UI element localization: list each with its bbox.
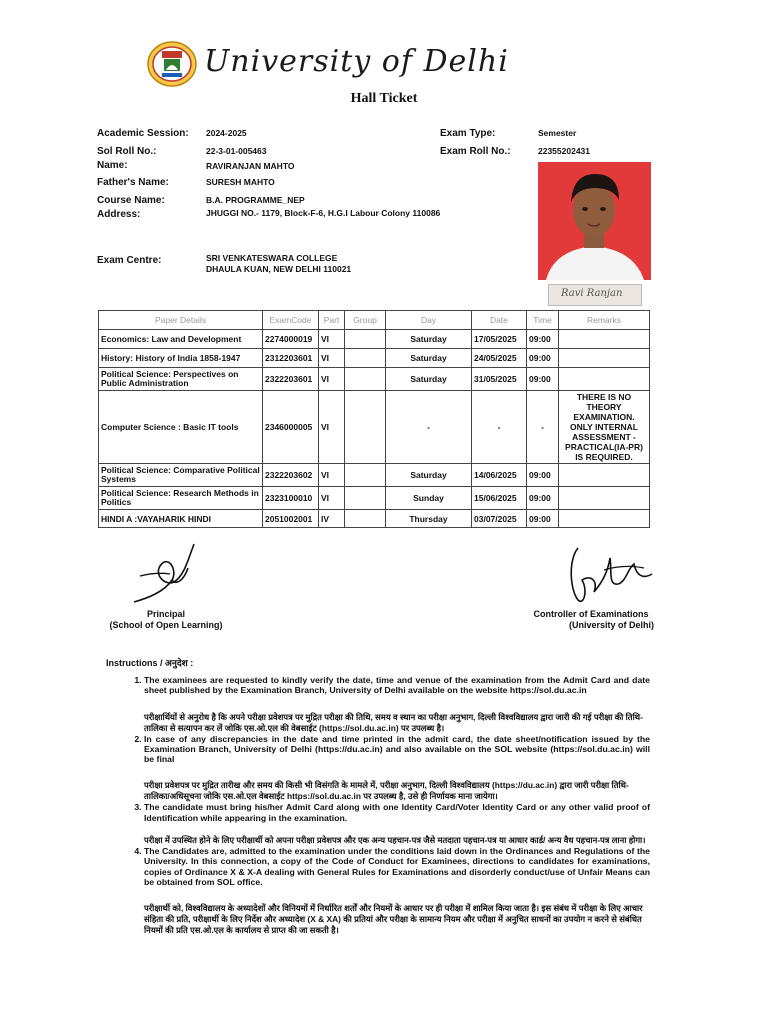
instructions-list bbox=[116, 675, 650, 936]
cell-remarks: THERE IS NO THEORY EXAMINATION. ONLY INTERNAL ASSESSMENT - PRACTICAL(IA-PR) IS REQUIRED. bbox=[559, 391, 650, 464]
exam-centre-label: Exam Centre: bbox=[97, 255, 162, 266]
col-remarks: Remarks bbox=[559, 311, 650, 330]
exam-roll-value: 22355202431 bbox=[538, 146, 591, 156]
candidate-signature: Ravi Ranjan bbox=[548, 284, 642, 306]
instructions-title: Instructions / अनुदेश : bbox=[106, 658, 194, 668]
principal-label: Principal (School of Open Learning) bbox=[109, 609, 223, 630]
cell-paper: Political Science: Perspectives on Public Administration bbox=[99, 368, 263, 391]
cell-time: 09:00 bbox=[527, 487, 559, 510]
col-day: Day bbox=[386, 311, 472, 330]
cell-date: 31/05/2025 bbox=[472, 368, 527, 391]
cell-day: Saturday bbox=[386, 464, 472, 487]
cell-group bbox=[345, 510, 386, 528]
cell-code: 2312203601 bbox=[263, 349, 319, 368]
cell-part: VI bbox=[319, 487, 345, 510]
exam-type-label: Exam Type: bbox=[440, 128, 496, 139]
sol-roll-label: Sol Roll No.: bbox=[97, 146, 157, 157]
sol-roll-value: 22-3-01-005463 bbox=[206, 146, 267, 156]
cell-part: VI bbox=[319, 391, 345, 464]
university-name: University of Delhi bbox=[204, 44, 509, 79]
academic-session-label: Academic Session: bbox=[97, 128, 189, 139]
page-title: Hall Ticket bbox=[350, 91, 418, 106]
cell-paper: Computer Science : Basic IT tools bbox=[99, 391, 263, 464]
cell-date: 24/05/2025 bbox=[472, 349, 527, 368]
cell-part: VI bbox=[319, 368, 345, 391]
col-time: Time bbox=[527, 311, 559, 330]
cell-group bbox=[345, 391, 386, 464]
exam-centre-line2: DHAULA KUAN, NEW DELHI 110021 bbox=[206, 264, 352, 274]
instruction-item: 4. The Candidates are, admitted to the examination under the conditions laid down in the Ordinances and Regulations of the University. In this connection, a copy of the Code of Conduct for Examinees, directions to candidates for examinations, copies of Ordinance X & X-A dealing with General Rules for Examinations and disorderly conduct/use of Unfair Means can be obtained from SOL office. परीक्षार्थी को, विश्वविद्यालय के अध्यादेशों और विनियमों में निर्धारित शर्तों और नियमों के आधार पर ही परीक्षा में शामिल किया जाता है। इस संबंध में परीक्षा के लिए आचार संहिता की प्रति, परीक्षार्थी के लिए निर्देश और अध्यादेश (X & XA) की प्रतियां और परीक्षा के सामान्य नियम और परीक्षा में अनुचित साधनों का उपयोग न करने से संबंधित नियमों की प्रति एस.ओ.एल के कार्यालय से प्राप्त की जा सकती है। bbox=[144, 846, 650, 936]
father-name-label: Father's Name: bbox=[97, 177, 169, 188]
cell-paper: HINDI A :VAYAHARIK HINDI bbox=[99, 510, 263, 528]
cell-code: 2322203601 bbox=[263, 368, 319, 391]
col-group: Group bbox=[345, 311, 386, 330]
cell-part: VI bbox=[319, 349, 345, 368]
cell-group bbox=[345, 330, 386, 349]
cell-time: - bbox=[527, 391, 559, 464]
address-value: JHUGGI NO.- 1179, Block-F-6, H.G.I Labour Colony 110086 bbox=[206, 208, 441, 218]
name-value: RAVIRANJAN MAHTO bbox=[206, 161, 295, 171]
table-row bbox=[99, 464, 650, 487]
cell-code: 2323100010 bbox=[263, 487, 319, 510]
cell-paper: Political Science: Comparative Political Systems bbox=[99, 464, 263, 487]
controller-signature bbox=[564, 540, 656, 610]
course-name-value: B.A. PROGRAMME_NEP bbox=[206, 195, 305, 205]
instruction-item: 3. The candidate must bring his/her Admit Card along with one Identity Card/Voter Identity Card or any other valid proof of Identification while appearing in the examination. परीक्षा में उपस्थित होने के लिए परीक्षार्थी को अपना परीक्षा प्रवेशपत्र और एक अन्य पहचान-पत्र जैसे मतदाता पहचान-पत्र या आधार कार्ड/ अन्य वैध पहचान-पत्र लाना होगा। bbox=[144, 802, 650, 846]
candidate-photo bbox=[538, 162, 651, 280]
cell-day: Saturday bbox=[386, 330, 472, 349]
col-part: Part bbox=[319, 311, 345, 330]
cell-paper: History: History of India 1858-1947 bbox=[99, 349, 263, 368]
cell-day: Sunday bbox=[386, 487, 472, 510]
cell-paper: Economics: Law and Development bbox=[99, 330, 263, 349]
cell-part: IV bbox=[319, 510, 345, 528]
father-name-value: SURESH MAHTO bbox=[206, 177, 275, 187]
cell-code: 2346000005 bbox=[263, 391, 319, 464]
cell-paper: Political Science: Research Methods in Politics bbox=[99, 487, 263, 510]
cell-group bbox=[345, 349, 386, 368]
course-name-label: Course Name: bbox=[97, 195, 165, 206]
instruction-item: 2. In case of any discrepancies in the date and time printed in the admit card, the date sheet/notification issued by the Examination Branch, University of Delhi (https://du.ac.in) and also available on the SOL website (https://sol.du.ac.in) will be final परीक्षा प्रवेशपत्र पर मुद्रित तारीख और समय की किसी भी विसंगति के मामले में, परीक्षा अनुभाग, दिल्ली विश्वविद्यालय (https://du.ac.in) द्वारा जारी परीक्षा तिथि-तालिका/अधिसूचना जोकि एस.ओ.एल वेबसाईट https://sol.du.ac.in पर उपलब्ध है, उसे ही निर्णायक माना जायेगा। bbox=[144, 734, 650, 803]
cell-day: Saturday bbox=[386, 349, 472, 368]
cell-remarks bbox=[559, 510, 650, 528]
table-row bbox=[99, 349, 650, 368]
principal-signature bbox=[128, 540, 208, 610]
exam-type-value: Semester bbox=[538, 128, 577, 138]
university-logo bbox=[146, 40, 198, 88]
cell-part: VI bbox=[319, 330, 345, 349]
table-header-row bbox=[99, 311, 650, 330]
papers-table bbox=[98, 310, 650, 528]
cell-code: 2274000019 bbox=[263, 330, 319, 349]
table-row bbox=[99, 391, 650, 464]
cell-date: - bbox=[472, 391, 527, 464]
cell-part: VI bbox=[319, 464, 345, 487]
cell-day: Saturday bbox=[386, 368, 472, 391]
address-label: Address: bbox=[97, 209, 141, 220]
cell-time: 09:00 bbox=[527, 510, 559, 528]
cell-time: 09:00 bbox=[527, 368, 559, 391]
cell-time: 09:00 bbox=[527, 349, 559, 368]
cell-date: 14/06/2025 bbox=[472, 464, 527, 487]
cell-date: 03/07/2025 bbox=[472, 510, 527, 528]
cell-group bbox=[345, 368, 386, 391]
academic-session-value: 2024-2025 bbox=[206, 128, 247, 138]
instruction-item: 1. The examinees are requested to kindly verify the date, time and venue of the examination from the Admit Card and date sheet published by the Examination Branch, University of Delhi available on the website https://sol.du.ac.in परीक्षार्थियों से अनुरोध है कि अपने परीक्षा प्रवेशपत्र पर मुद्रित परीक्षा की तिथि, समय व स्थान का परीक्षा अनुभाग, दिल्ली विश्वविद्यालय द्वारा जारी की गई परीक्षा की तिथि-तालिका से सत्यापन कर लें जोकि एस.ओ.एल की वेबसाईट (https://sol.du.ac.in) पर उपलब्ध है। bbox=[144, 675, 650, 734]
cell-code: 2051002001 bbox=[263, 510, 319, 528]
cell-remarks bbox=[559, 464, 650, 487]
table-row bbox=[99, 368, 650, 391]
cell-time: 09:00 bbox=[527, 464, 559, 487]
cell-remarks bbox=[559, 330, 650, 349]
exam-centre-line1: SRI VENKATESWARA COLLEGE bbox=[206, 253, 338, 263]
exam-roll-label: Exam Roll No.: bbox=[440, 146, 511, 157]
cell-date: 15/06/2025 bbox=[472, 487, 527, 510]
col-paper-details: Paper Details bbox=[99, 311, 263, 330]
col-date: Date bbox=[472, 311, 527, 330]
name-label: Name: bbox=[97, 160, 128, 171]
cell-remarks bbox=[559, 368, 650, 391]
cell-time: 09:00 bbox=[527, 330, 559, 349]
cell-day: Thursday bbox=[386, 510, 472, 528]
cell-remarks bbox=[559, 487, 650, 510]
cell-group bbox=[345, 464, 386, 487]
table-row bbox=[99, 487, 650, 510]
cell-remarks bbox=[559, 349, 650, 368]
cell-group bbox=[345, 487, 386, 510]
table-row bbox=[99, 510, 650, 528]
cell-code: 2322203602 bbox=[263, 464, 319, 487]
table-row bbox=[99, 330, 650, 349]
col-exam-code: ExamCode bbox=[263, 311, 319, 330]
cell-date: 17/05/2025 bbox=[472, 330, 527, 349]
cell-day: - bbox=[386, 391, 472, 464]
controller-label: Controller of Examinations (University of Delhi) bbox=[533, 609, 654, 630]
